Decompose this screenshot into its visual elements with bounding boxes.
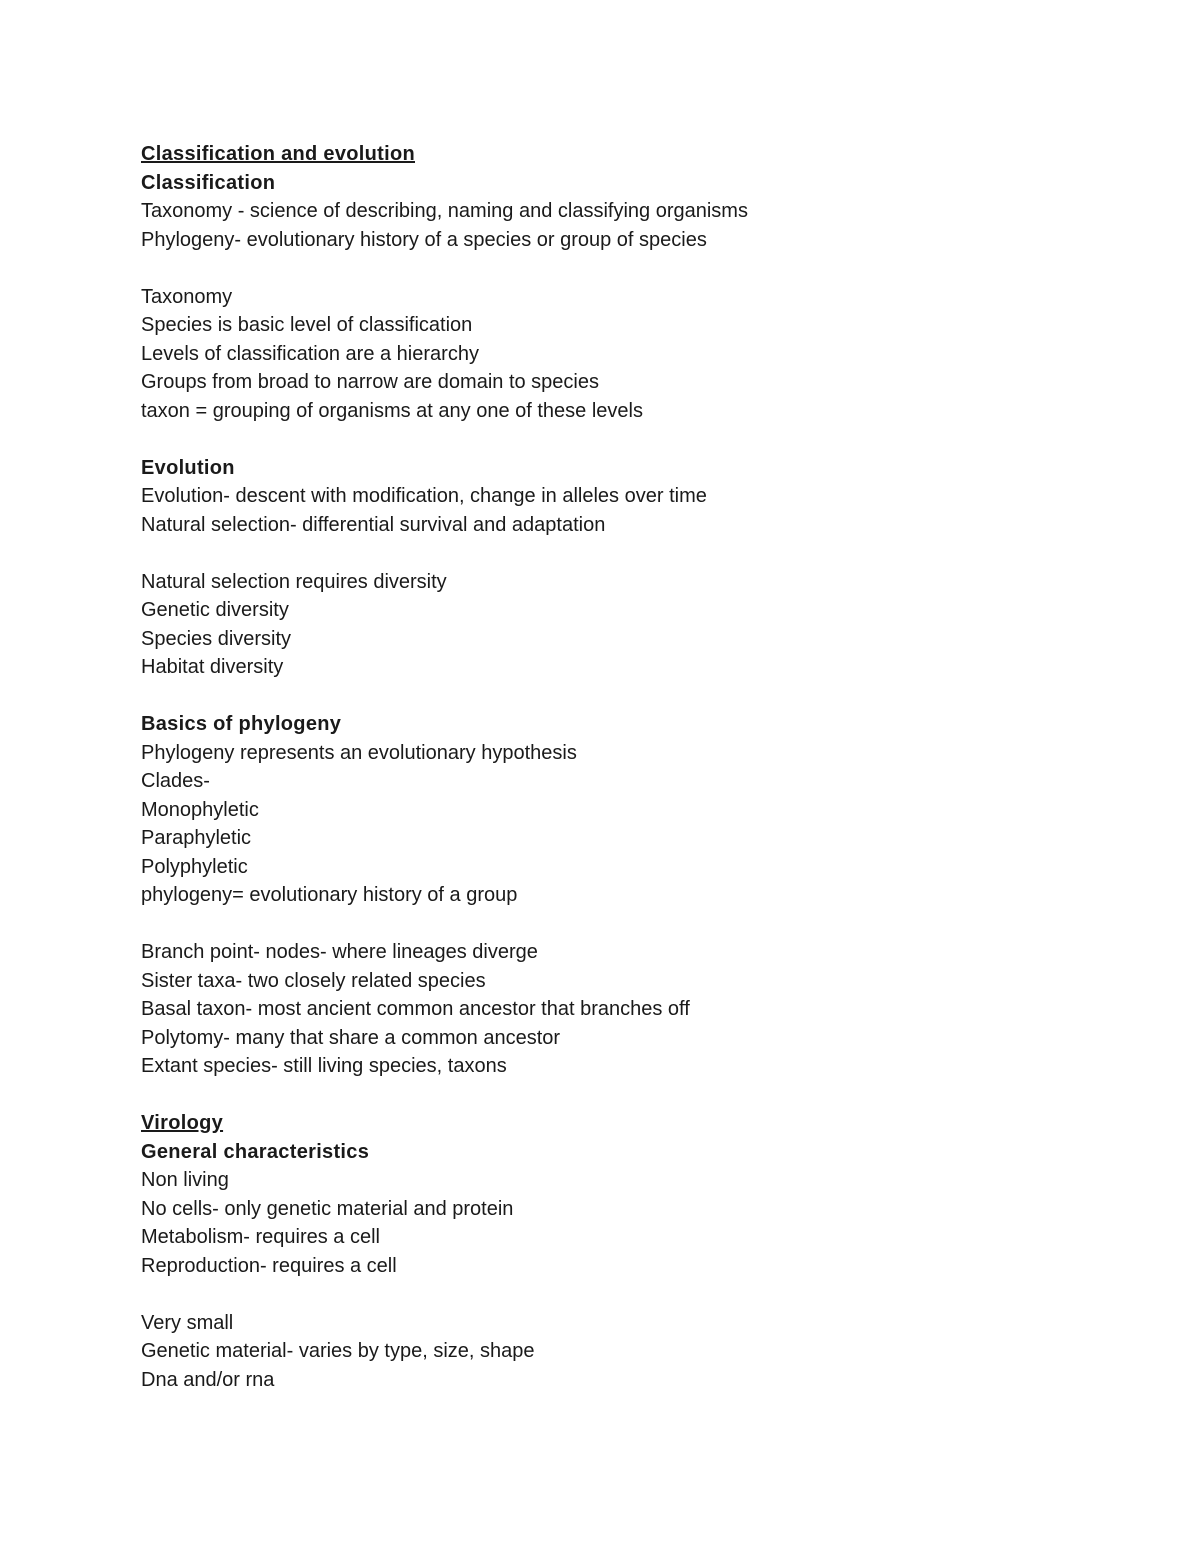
subsection-heading: Evolution xyxy=(141,456,235,479)
text-line: Taxonomy xyxy=(141,285,233,308)
text-line: Natural selection requires diversity xyxy=(141,570,447,593)
text-line: Genetic material- varies by type, size, shape xyxy=(141,1340,535,1362)
text-line: No cells- only genetic material and protein xyxy=(141,1197,514,1220)
text-line: Non living xyxy=(141,1169,229,1191)
text-line: Evolution- descent with modification, change in alleles over time xyxy=(141,485,707,507)
text-line: Reproduction- requires a cell xyxy=(141,1254,397,1277)
subsection-heading: General characteristics xyxy=(141,1140,370,1163)
text-line: Natural selection- differential survival and adaptation xyxy=(141,513,606,536)
subsection-heading: Basics of phylogeny xyxy=(141,713,342,735)
text-line: Extant species- still living species, taxons xyxy=(141,1055,507,1077)
text-line: Very small xyxy=(141,1311,234,1334)
blank-line xyxy=(141,682,1141,711)
text-line: Species is basic level of classification xyxy=(141,314,473,336)
blank-line xyxy=(141,1280,1141,1309)
subsection-basics-of-phylogeny xyxy=(141,710,1141,1109)
text-line: Metabolism- requires a cell xyxy=(141,1226,380,1248)
subsection-heading: Classification xyxy=(141,171,276,194)
text-line: phylogeny= evolutionary history of a group xyxy=(141,884,518,906)
subsection-classification xyxy=(141,169,1141,454)
document-page xyxy=(141,140,1141,1394)
text-line: Polyphyletic xyxy=(141,855,248,878)
text-line: Monophyletic xyxy=(141,798,259,821)
blank-line xyxy=(141,539,1141,568)
text-line: Taxonomy - science of describing, naming and classifying organisms xyxy=(141,200,748,222)
text-line: Levels of classification are a hierarchy xyxy=(141,342,479,365)
section-title: Classification and evolution xyxy=(141,143,415,165)
text-line: Paraphyletic xyxy=(141,827,252,849)
text-line: Species diversity xyxy=(141,627,292,650)
text-line: Dna and/or rna xyxy=(141,1368,275,1391)
subsection-general-characteristics xyxy=(141,1138,1141,1395)
blank-line xyxy=(141,1081,1141,1110)
section-virology xyxy=(141,1109,1141,1394)
subsection-evolution xyxy=(141,454,1141,711)
text-line: Polytomy- many that share a common ancestor xyxy=(141,1026,561,1049)
blank-line xyxy=(141,910,1141,939)
text-line: taxon = grouping of organisms at any one of these levels xyxy=(141,399,643,422)
text-line: Sister taxa- two closely related species xyxy=(141,969,486,992)
text-line: Phylogeny- evolutionary history of a species or group of species xyxy=(141,228,707,251)
text-line: Habitat diversity xyxy=(141,656,284,678)
blank-line xyxy=(141,254,1141,283)
text-line: Groups from broad to narrow are domain to species xyxy=(141,371,599,393)
text-line: Phylogeny represents an evolutionary hypothesis xyxy=(141,741,577,764)
text-line: Genetic diversity xyxy=(141,599,289,621)
text-line: Branch point- nodes- where lineages diverge xyxy=(141,941,538,963)
text-line: Clades- xyxy=(141,770,210,792)
section-classification-and-evolution xyxy=(141,140,1141,1109)
text-line: Basal taxon- most ancient common ancestor that branches off xyxy=(141,998,690,1020)
blank-line xyxy=(141,425,1141,454)
section-title: Virology xyxy=(141,1112,224,1134)
